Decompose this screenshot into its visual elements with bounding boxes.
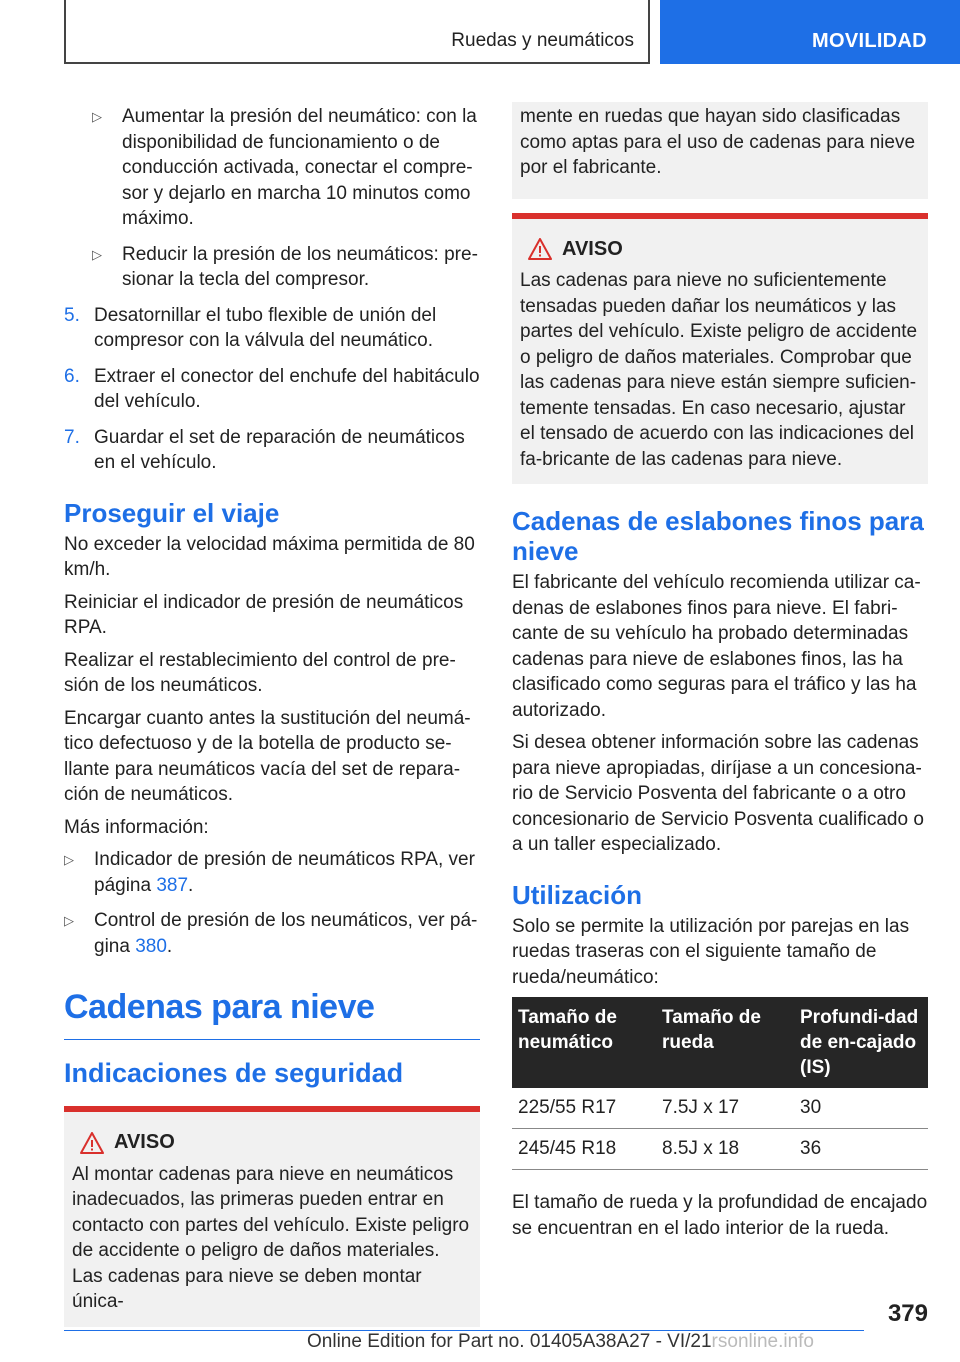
header-chapter-tab bbox=[660, 0, 960, 64]
heading-snow-chains: Cadenas para nieve bbox=[64, 987, 480, 1040]
table-cell: 225/55 R17 bbox=[512, 1088, 656, 1129]
list-item bbox=[64, 242, 480, 293]
reference-item: ▷ Indicador de presión de neumáticos RPA, ver página 387. bbox=[64, 849, 475, 896]
paragraph: Reiniciar el indicador de presión de neumáticos RPA. bbox=[64, 591, 464, 638]
paragraph: El tamaño de rueda y la profundidad de encajado se encuentran en el lado interior de la rueda. bbox=[512, 1192, 928, 1239]
step-text: Desatornillar el tubo flexible de unión del compresor con la válvula del neumático. bbox=[94, 304, 437, 351]
paragraph: No exceder la velocidad máxima permitida de 80 km/h. bbox=[64, 533, 475, 580]
warning-text: Las cadenas para nieve no suficientemente tensadas pueden dañar los neumáticos y las partes del vehículo. Existe peligro de accidente o peligro de daños materiales. Comprobar que las cadenas para nieve están siempre suficien-temente tensadas. En caso necesario, ajustar el tensado de acuerdo con las indicaciones del fa-bricante de las cadenas para nieve. bbox=[520, 270, 918, 470]
reference-text: Control de presión de los neumáticos, ver pá-gina bbox=[94, 910, 478, 957]
warning-continuation bbox=[512, 102, 928, 199]
warning-text: Al montar cadenas para nieve en neumáticos inadecuados, las primeras pueden entrar en contacto con partes del vehículo. Existe peligro de accidente o peligro de daños materiales. Las cadenas para nieve se deben montar única- bbox=[72, 1163, 470, 1312]
warning-text: mente en ruedas que hayan sido clasificadas como aptas para el uso de cadenas para nieve por el fabricante. bbox=[520, 106, 916, 178]
triangle-bullet-icon: ▷ bbox=[92, 246, 102, 262]
triangle-bullet-icon: ▷ bbox=[64, 852, 74, 867]
paragraph: Si desea obtener información sobre las cadenas para nieve apropiadas, diríjase a un concesiona-rio de Servicio Posventa del fabricante o a otro concesionario de Servicio Posventa cualificado o a un taller especializado. bbox=[512, 732, 924, 855]
warning-title bbox=[520, 237, 920, 263]
table-cell: 36 bbox=[794, 1129, 928, 1170]
right-column bbox=[512, 104, 928, 1248]
warning-triangle-icon bbox=[528, 238, 552, 260]
heading-fine-link-chains: Cadenas de eslabones finos para nieve bbox=[512, 506, 924, 566]
warning-box bbox=[64, 1106, 480, 1327]
heading-safety-notes: Indicaciones de seguridad bbox=[64, 1058, 404, 1088]
reference-item: ▷ Control de presión de los neumáticos, ver pá-gina 380. bbox=[64, 910, 478, 957]
page-link-380[interactable]: 380 bbox=[135, 935, 167, 957]
table-header-row bbox=[512, 997, 928, 1088]
step-number: 5. bbox=[64, 304, 80, 326]
column-header: Tamaño de rueda bbox=[656, 997, 794, 1088]
reference-text: Indicador de presión de neumáticos RPA, ver página bbox=[94, 849, 475, 896]
column-header: Profundi-dad de en-cajado (IS) bbox=[794, 997, 928, 1088]
page-link-387[interactable]: 387 bbox=[156, 874, 189, 896]
table-cell: 245/45 R18 bbox=[512, 1129, 656, 1170]
step-item bbox=[64, 425, 480, 476]
list-item-text: Aumentar la presión del neumático: con la disponibilidad de funcionamiento o de conducción activada, conectar el compre-sor y dejarlo en marcha 10 minutos como máximo. bbox=[122, 106, 477, 229]
edition-text: Online Edition for Part no. 01405A38A27 - VI/21 bbox=[307, 1331, 712, 1352]
step-number: 6. bbox=[64, 365, 80, 387]
paragraph: Realizar el restablecimiento del control de pre-sión de los neumáticos. bbox=[64, 649, 456, 696]
footer-edition bbox=[307, 1331, 814, 1353]
heading-continue-journey: Proseguir el viaje bbox=[64, 497, 280, 528]
table-cell: 7.5J x 17 bbox=[656, 1088, 794, 1129]
step-item bbox=[64, 303, 480, 354]
paragraph: El fabricante del vehículo recomienda utilizar ca-denas de eslabones finos para nieve. El fabri-cante de su vehículo ha probado determinadas cadenas para nieve de eslabones finos, las ha clasificado como seguras para el tráfico y las ha autorizado. bbox=[512, 572, 921, 721]
step-item bbox=[64, 364, 480, 415]
paragraph: Solo se permite la utilización por parejas en las ruedas traseras con el siguiente tamaño de rueda/neumático: bbox=[512, 915, 910, 988]
paragraph: Más información: bbox=[64, 816, 209, 838]
triangle-bullet-icon: ▷ bbox=[92, 109, 102, 124]
page-number: 379 bbox=[887, 1300, 928, 1327]
column-header: Tamaño de neumático bbox=[512, 997, 656, 1088]
header-section-title: Ruedas y neumáticos bbox=[451, 30, 634, 51]
paragraph: Encargar cuanto antes la sustitución del neumá-tico defectuoso y de la botella de producto se-llante para neumáticos vacía del set de repara-ción de neumáticos. bbox=[64, 707, 471, 805]
heading-usage: Utilización bbox=[512, 879, 643, 910]
step-number: 7. bbox=[64, 426, 80, 448]
header-chapter-title: MOVILIDAD bbox=[812, 30, 927, 52]
left-column bbox=[64, 104, 480, 1327]
step-text: Extraer el conector del enchufe del habitáculo del vehículo. bbox=[94, 365, 480, 412]
warning-label: AVISO bbox=[562, 237, 623, 260]
table-row bbox=[512, 1088, 928, 1129]
list-item bbox=[64, 104, 480, 232]
warning-label: AVISO bbox=[114, 1131, 175, 1153]
header-section-box bbox=[64, 0, 650, 64]
table-cell: 8.5J x 18 bbox=[656, 1129, 794, 1170]
table-row bbox=[512, 1129, 928, 1170]
triangle-bullet-icon: ▷ bbox=[64, 913, 74, 928]
tire-size-table bbox=[512, 997, 928, 1170]
warning-box bbox=[512, 213, 928, 485]
warning-title bbox=[72, 1130, 472, 1156]
watermark-text: rsonline.info bbox=[711, 1331, 814, 1352]
warning-triangle-icon bbox=[80, 1132, 104, 1154]
table-cell: 30 bbox=[794, 1088, 928, 1129]
step-text: Guardar el set de reparación de neumáticos en el vehículo. bbox=[94, 426, 465, 473]
list-item-text: Reducir la presión de los neumáticos: pre-sionar la tecla del compresor. bbox=[122, 243, 478, 290]
